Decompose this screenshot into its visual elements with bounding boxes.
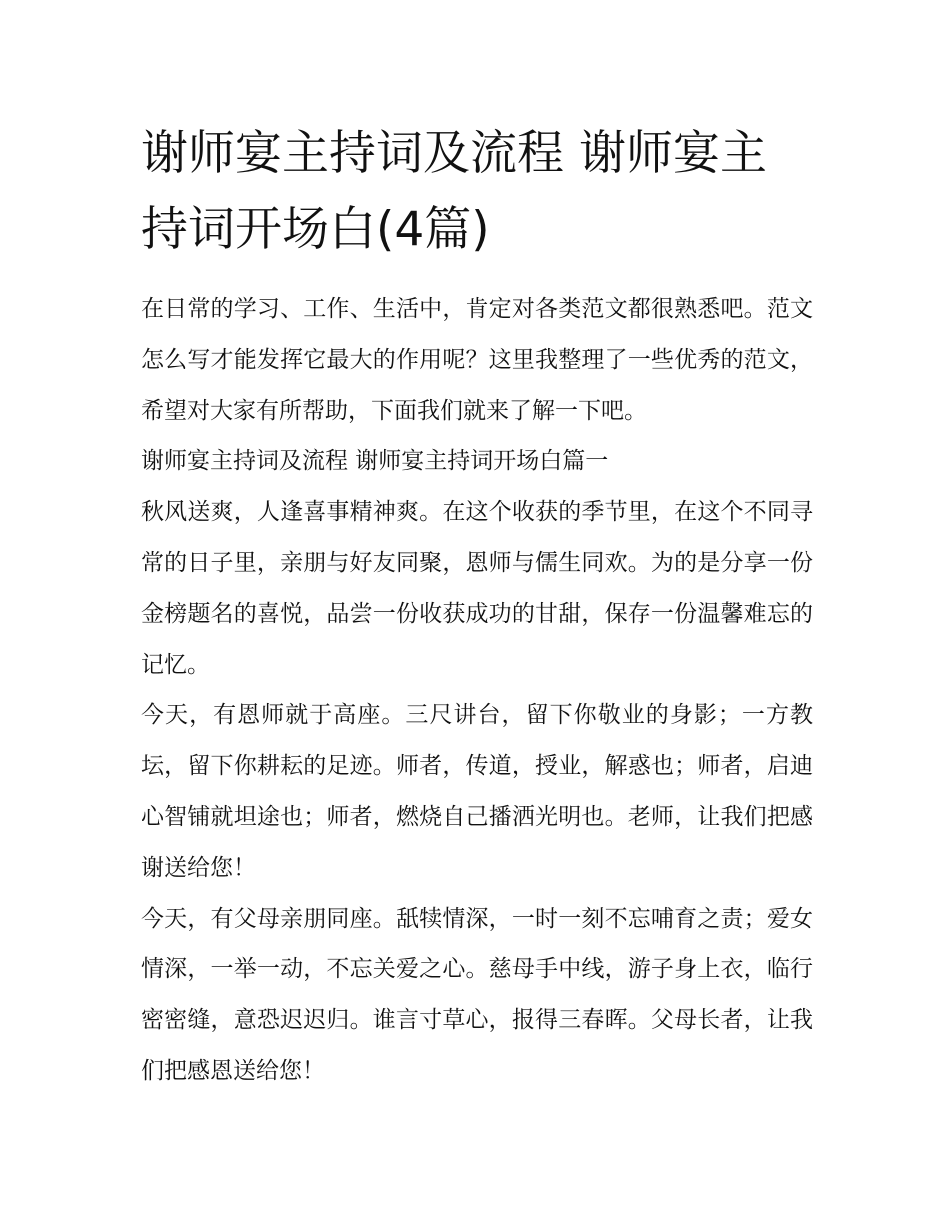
body-paragraph: 今天，有恩师就于高座。三尺讲台，留下你敬业的身影；一方教坛，留下你耕耘的足迹。师者，传道，授业，解惑也；师者，启迪心智铺就坦途也；师者，燃烧自己播洒光明也。老师，让我们把感谢送给您！ (141, 702, 813, 881)
body-paragraph: 今天，有父母亲朋同座。舐犊情深，一时一刻不忘哺育之责；爱女情深，一举一动，不忘关爱之心。慈母手中线，游子身上衣，临行密密缝，意恐迟迟归。谁言寸草心，报得三春晖。父母长者，让我们把感恩送给您！ (141, 905, 813, 1084)
intro-paragraph: 在日常的学习、工作、生活中，肯定对各类范文都很熟悉吧。范文怎么写才能发挥它最大的作用呢？这里我整理了一些优秀的范文，希望对大家有所帮助，下面我们就来了解一下吧。 (141, 296, 813, 424)
document-body (141, 116, 813, 1097)
document-title: 谢师宴主持词及流程 谢师宴主持词开场白(4篇) (141, 126, 767, 257)
body-paragraph: 秋风送爽，人逢喜事精神爽。在这个收获的季节里，在这个不同寻常的日子里，亲朋与好友同聚，恩师与儒生同欢。为的是分享一份金榜题名的喜悦，品尝一份收获成功的甘甜，保存一份温馨难忘的记忆。 (141, 499, 813, 678)
section-heading: 谢师宴主持词及流程 谢师宴主持词开场白篇一 (141, 448, 609, 475)
